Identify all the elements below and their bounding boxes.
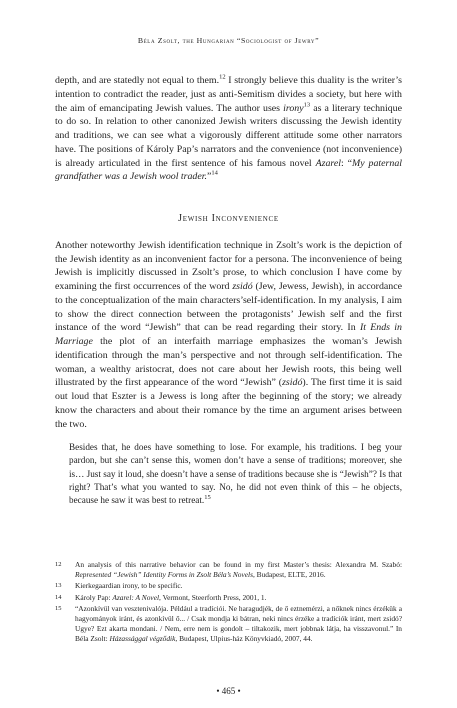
text-span: , Budapest, ELTE, 2016.: [252, 570, 326, 580]
footnote-number: 14: [55, 593, 62, 601]
footnote-ref-15[interactable]: 15: [204, 494, 211, 501]
footnote-14: [55, 593, 402, 603]
quote-text: Besides that, he does have something to lose. For example, his traditions. I beg your pardon, but she can’t sense this, women don’t have a sense of traditions; moreover, she is… Just say it loud, she doesn’t have a sense of traditions because she is “Jewish”? Is that right? That’s what you wanted to say. No, he did not even think of this – he objects, because he saw it was best to retreat.: [69, 442, 402, 506]
text-span: I strongly believe this duality is the writer’s intention to contradict the reader, just as anti-Semitism divides a society, but here with the aim of emancipating Jewish values. The author uses: [55, 75, 402, 114]
footnotes: [55, 560, 402, 646]
italic-span: My paternal grandfather was a Jewish wool trader.: [55, 157, 402, 183]
footnote-ref-14[interactable]: 14: [211, 169, 218, 177]
text-span: Another noteworthy Jewish identification technique in Zsolt’s work is the depiction of the Jewish identity as an inconvenient factor for a persona. The inconvenience of being Jewish is implicitly discussed in Zsolt’s prose, to which conclusion I have come by examining the first occurrences of the word: [55, 239, 402, 292]
text-span: : “: [341, 157, 353, 169]
text-span: “Azonkívül van vesztenivalója. Például a tradíciói. Ne haragudjék, de ő eztnemérzi, a nőknek nincs érzékük a hagyományok iránt, és azonkívül ő... / Csak mondja ki bátran, neki nincs érzéke a tradíciók iránt, mert zsidó? Ugye? Ezt akarta mondani. / Nem, erre nem is gondolt – tiltakozik, mert jobbnak látja, ha visszavonul.” In Béla Zsolt:: [75, 603, 402, 644]
block-quote: [69, 441, 402, 507]
italic-span: zsidó: [282, 377, 303, 389]
text-span: Kierkegaardian irony, to be specific.: [75, 581, 183, 591]
text-span: , Vermont, Steerforth Press, 2001, 1.: [159, 592, 267, 602]
footnote-text: [75, 560, 402, 580]
footnote-13: [55, 581, 402, 591]
text-span: as a literary technique to do so. In relation to other canonized Jewish writers discussing the Jewish identity and traditions, we can see what a vigorously different attitude some other narrators have. The positions of Károly Pap’s narrators and the convenience (not inconvenience) is already articulated in the first sentence of his famous novel: [55, 102, 402, 169]
text-span: depth, and are statedly not equal to them.: [55, 75, 220, 86]
paragraph-2: [55, 239, 402, 432]
footnote-number: 13: [55, 582, 62, 590]
text-span: ”: [206, 171, 212, 183]
footnote-text: [75, 593, 402, 603]
page-number: • 465 •: [216, 686, 241, 696]
running-head: Béla Zsolt, the Hungarian “Sociologist of Jewry”: [137, 36, 320, 45]
text-span: Károly Pap:: [75, 592, 113, 602]
text-span: An analysis of this narrative behavior can be found in my first Master’s thesis: Alexandra M. Szabó:: [75, 560, 402, 569]
text-span: ). The first time it is said out loud that Eszter is a Jewess is long after the beginning of the story; we already know the characters and about their romance by the time an argument arises between the two.: [55, 377, 402, 430]
footnote-12: [55, 560, 402, 580]
footnote-ref-13[interactable]: 13: [303, 101, 311, 109]
text-span: the plot of an interfaith marriage emphasizes the woman’s Jewish identification through the man’s perspective and not through self-identification. The woman, a wealthy aristocrat, does not care about her Jewish roots, this being well illustrated by the first appearance of the word “Jewish” (: [55, 336, 402, 389]
footnote-number: 15: [55, 604, 62, 612]
italic-span: Házassággal végződik: [109, 634, 176, 644]
footnote-text: [75, 604, 402, 645]
italic-span: irony: [283, 102, 304, 114]
italic-span: It Ends in Marriage: [55, 322, 402, 347]
footnote-number: 12: [55, 561, 62, 568]
text-span: , Budapest, Ulpius-ház Könyvkiadó, 2007, 44.: [175, 634, 313, 644]
italic-span: Azarel: [315, 157, 341, 169]
paragraph-1: [55, 74, 402, 184]
footnote-15: [55, 604, 402, 645]
footnote-ref-12[interactable]: 12: [219, 73, 226, 81]
italic-span: zsidó: [232, 281, 253, 292]
main-text: [55, 74, 402, 507]
section-heading: Jewish Inconvenience: [178, 213, 279, 224]
italic-span: Azarel: A Novel: [112, 592, 160, 602]
text-span: (Jew, Jewess, Jewish), in accordance to the conceptualization of the main characters’self-identification. In my analysis, I aim to show the direct connection between the protagonists’ Jewish self and the first instance of the word “Jewish” that can be read regarding their story. In: [55, 281, 402, 334]
italic-span: Represented “Jewish” Identity Forms in Zsolt Béla’s Novels: [75, 570, 253, 580]
footnote-text: [75, 581, 402, 591]
